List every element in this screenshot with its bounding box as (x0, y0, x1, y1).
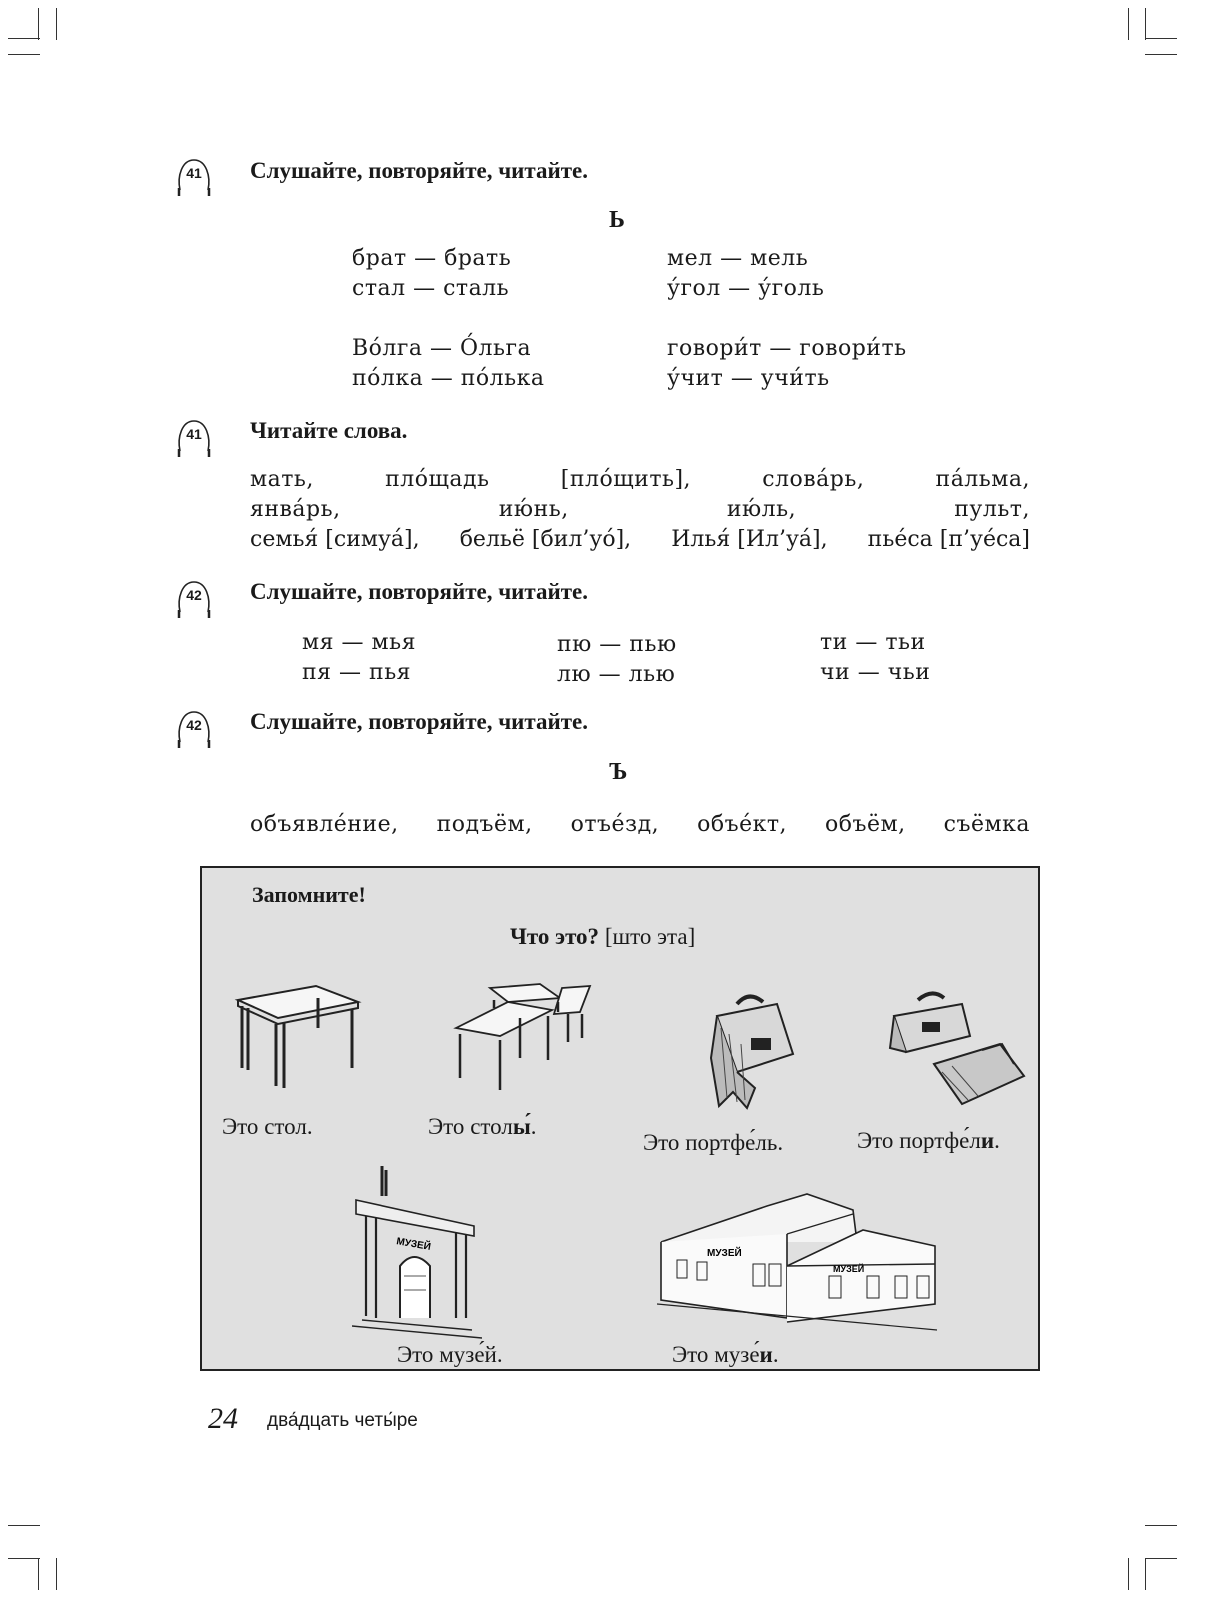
crop-mark (8, 38, 40, 39)
exercise-instruction: Слушайте, повторяйте, читайте. (250, 579, 589, 604)
crop-mark (38, 1558, 39, 1590)
crop-mark (1145, 54, 1177, 55)
word-line (250, 497, 1030, 522)
word: па́льма, (935, 467, 1030, 492)
exercise-instruction: Слушайте, повторяйте, читайте. (250, 158, 589, 183)
word-pair: мел — мель (667, 246, 809, 271)
word: объявле́ние, (250, 812, 399, 837)
word-pair: брат — брать (352, 246, 512, 271)
question-line (510, 924, 695, 950)
museum-sign: МУЗЕЙ (395, 1236, 432, 1253)
headphones-icon[interactable] (176, 417, 212, 461)
page-number-words: два́дцать четы́ре (267, 1410, 418, 1431)
question-transcription: [што эта] (604, 924, 696, 949)
syllable-pair: лю — лью (557, 662, 676, 687)
word-line (250, 812, 1030, 837)
museum-sign: МУЗЕЙ (707, 1248, 742, 1259)
crop-mark (8, 54, 40, 55)
caption: Это музе́и. (672, 1342, 779, 1367)
crop-mark (1128, 8, 1129, 40)
caption: Это стол. (222, 1114, 313, 1139)
track-number: 42 (186, 587, 202, 603)
word: янва́рь, (250, 497, 341, 522)
museums-illustration (657, 1180, 942, 1340)
word-pair: говори́т — говори́ть (667, 336, 907, 361)
crop-mark (1145, 1558, 1146, 1590)
track-number: 41 (186, 165, 202, 181)
word: съёмка (943, 812, 1030, 837)
headphones-icon[interactable] (176, 578, 212, 622)
track-number: 42 (186, 717, 202, 733)
crop-mark (1145, 1558, 1177, 1559)
letter-heading: Ь (609, 207, 625, 233)
briefcases-illustration (882, 986, 1032, 1111)
word: пульт, (954, 497, 1030, 522)
crop-mark (1145, 1525, 1177, 1526)
crop-mark (1145, 8, 1146, 40)
word: бельё [бил’уо́], (459, 527, 632, 552)
crop-mark (1145, 38, 1177, 39)
caption: Это портфе́ль. (643, 1130, 784, 1155)
crop-mark (56, 8, 57, 40)
word: Илья́ [Ил’уа́], (671, 527, 828, 552)
word: объём, (825, 812, 906, 837)
syllable-pair: мя — мья (302, 630, 416, 655)
word: подъём, (436, 812, 533, 837)
table-illustration (232, 978, 362, 1093)
word-pair: Во́лга — О́льга (352, 336, 532, 361)
museum-sign: МУЗЕЙ (833, 1264, 865, 1274)
crop-mark (38, 8, 39, 40)
word-pair: по́лка — по́лька (352, 366, 545, 391)
exercise-instruction: Читайте слова. (250, 418, 408, 443)
word-line (250, 527, 1030, 552)
word: пье́са [п’уе́са] (867, 527, 1030, 552)
syllable-pair: пю — пью (557, 632, 677, 657)
track-number: 41 (186, 426, 202, 442)
question-bold: Что это? (510, 924, 600, 949)
syllable-pair: чи — чьи (820, 660, 931, 685)
word: отъе́зд, (570, 812, 660, 837)
headphones-icon[interactable] (176, 156, 212, 200)
word: ию́ль, (726, 497, 797, 522)
tables-illustration (450, 978, 600, 1093)
crop-mark (56, 1558, 57, 1590)
headphones-icon[interactable] (176, 708, 212, 752)
word: слова́рь, (762, 467, 865, 492)
crop-mark (1128, 1558, 1129, 1590)
crop-mark (8, 1558, 40, 1559)
word: объе́кт, (697, 812, 788, 837)
remember-box (200, 866, 1040, 1371)
caption: Это столы́. (428, 1114, 537, 1139)
word: мать, (250, 467, 314, 492)
page-number: 24 (208, 1402, 238, 1435)
museum-illustration (352, 1166, 482, 1341)
caption: Это портфе́ли. (857, 1128, 1000, 1153)
word: [пло́щить], (560, 467, 692, 492)
briefcase-illustration (697, 988, 807, 1113)
exercise-instruction: Слушайте, повторяйте, читайте. (250, 709, 589, 734)
syllable-pair: ти — тьи (820, 630, 926, 655)
letter-heading: Ъ (609, 759, 628, 785)
syllable-pair: пя — пья (302, 660, 412, 685)
word: семья́ [симуа́], (250, 527, 420, 552)
word-pair: у́чит — учи́ть (667, 366, 830, 391)
word-line (250, 467, 1030, 492)
remember-title: Запомните! (252, 882, 366, 907)
word: пло́щадь (385, 467, 490, 492)
word-pair: у́гол — у́голь (667, 276, 825, 301)
caption: Это музе́й. (397, 1342, 503, 1367)
word-pair: стал — сталь (352, 276, 510, 301)
word: ию́нь, (498, 497, 569, 522)
crop-mark (8, 1525, 40, 1526)
